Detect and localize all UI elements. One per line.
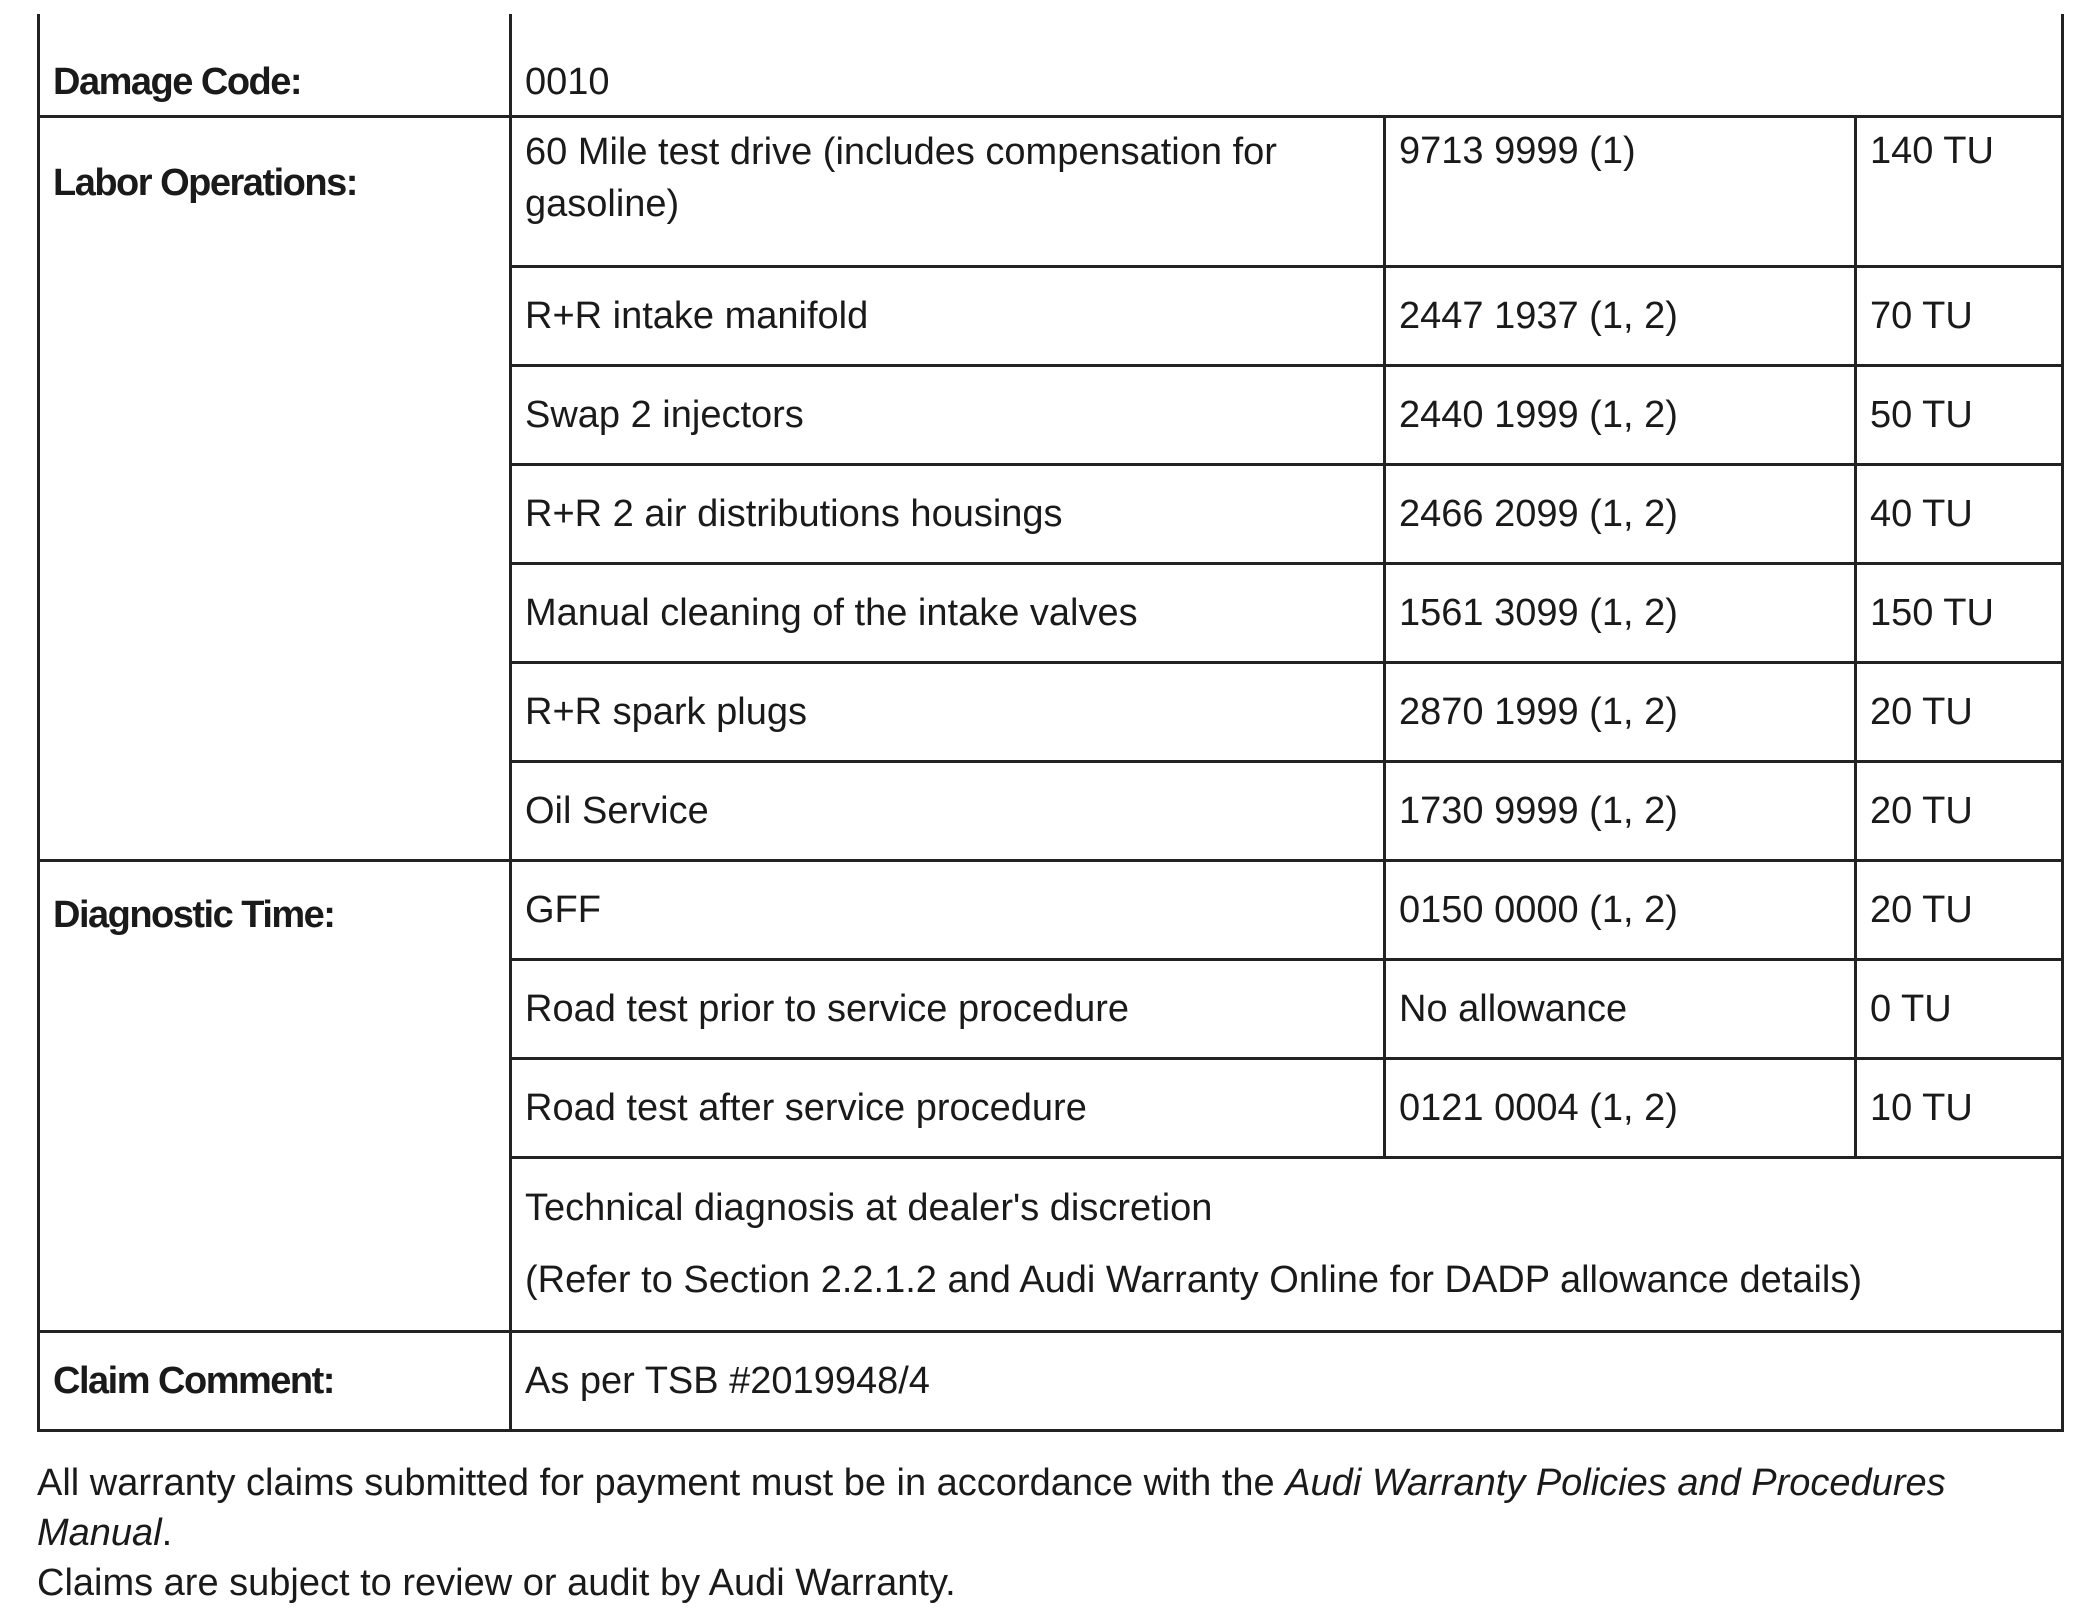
diagnostic-note bbox=[511, 1157, 2063, 1331]
diagnostic-note-line2: (Refer to Section 2.2.1.2 and Audi Warranty Online for DADP allowance details) bbox=[525, 1259, 1863, 1301]
labor-code: 2447 1937 (1, 2) bbox=[1385, 266, 1856, 365]
footer-text-before: All warranty claims submitted for payment must be in accordance with the bbox=[37, 1462, 1286, 1504]
labor-operations-label-text: Labor Operations: bbox=[53, 161, 357, 204]
labor-description: R+R 2 air distributions housings bbox=[511, 464, 1385, 563]
diagnostic-time: 10 TU bbox=[1856, 1058, 2063, 1157]
diagnostic-row bbox=[39, 860, 2063, 959]
diagnostic-code: No allowance bbox=[1385, 959, 1856, 1058]
labor-code: 1561 3099 (1, 2) bbox=[1385, 563, 1856, 662]
labor-time: 140 TU bbox=[1856, 116, 2063, 266]
footer-disclaimer bbox=[37, 1458, 2077, 1608]
labor-description: Oil Service bbox=[511, 761, 1385, 860]
labor-time: 20 TU bbox=[1856, 761, 2063, 860]
diagnostic-time: 20 TU bbox=[1856, 860, 2063, 959]
diagnostic-description: Road test after service procedure bbox=[511, 1058, 1385, 1157]
footer-line1 bbox=[37, 1458, 2077, 1558]
labor-time: 70 TU bbox=[1856, 266, 2063, 365]
damage-code-row bbox=[39, 14, 2063, 116]
labor-code: 2466 2099 (1, 2) bbox=[1385, 464, 1856, 563]
labor-code: 2870 1999 (1, 2) bbox=[1385, 662, 1856, 761]
labor-description: R+R spark plugs bbox=[511, 662, 1385, 761]
claim-comment-value: As per TSB #2019948/4 bbox=[511, 1331, 2063, 1430]
diagnostic-code: 0121 0004 (1, 2) bbox=[1385, 1058, 1856, 1157]
diagnostic-code: 0150 0000 (1, 2) bbox=[1385, 860, 1856, 959]
diagnostic-time-label-text: Diagnostic Time: bbox=[53, 893, 335, 936]
diagnostic-description: GFF bbox=[511, 860, 1385, 959]
labor-code: 9713 9999 (1) bbox=[1385, 116, 1856, 266]
labor-time: 50 TU bbox=[1856, 365, 2063, 464]
labor-description: R+R intake manifold bbox=[511, 266, 1385, 365]
labor-description bbox=[511, 116, 1385, 266]
labor-description: Swap 2 injectors bbox=[511, 365, 1385, 464]
labor-code: 1730 9999 (1, 2) bbox=[1385, 761, 1856, 860]
diagnostic-note-line1: Technical diagnosis at dealer's discretion bbox=[525, 1187, 1213, 1229]
labor-code: 2440 1999 (1, 2) bbox=[1385, 365, 1856, 464]
damage-code-value: 0010 bbox=[511, 14, 2063, 116]
diagnostic-time: 0 TU bbox=[1856, 959, 2063, 1058]
labor-time: 20 TU bbox=[1856, 662, 2063, 761]
footer-manual-title: Audi Warranty Policies and Procedures Manual bbox=[37, 1462, 1946, 1554]
footer-line2: Claims are subject to review or audit by Audi Warranty. bbox=[37, 1562, 956, 1604]
diagnostic-time-label bbox=[39, 860, 511, 1331]
labor-time: 40 TU bbox=[1856, 464, 2063, 563]
labor-description-text: 60 Mile test drive (includes compensation for gasoline) bbox=[525, 130, 1277, 225]
claim-comment-row bbox=[39, 1331, 2063, 1430]
diagnostic-description: Road test prior to service procedure bbox=[511, 959, 1385, 1058]
labor-description: Manual cleaning of the intake valves bbox=[511, 563, 1385, 662]
damage-code-label: Damage Code: bbox=[39, 14, 511, 116]
labor-time: 150 TU bbox=[1856, 563, 2063, 662]
claim-comment-label: Claim Comment: bbox=[39, 1331, 511, 1430]
footer-text-after: . bbox=[161, 1512, 173, 1554]
warranty-claim-table bbox=[37, 14, 2064, 1432]
labor-row bbox=[39, 116, 2063, 266]
labor-operations-label bbox=[39, 116, 511, 860]
